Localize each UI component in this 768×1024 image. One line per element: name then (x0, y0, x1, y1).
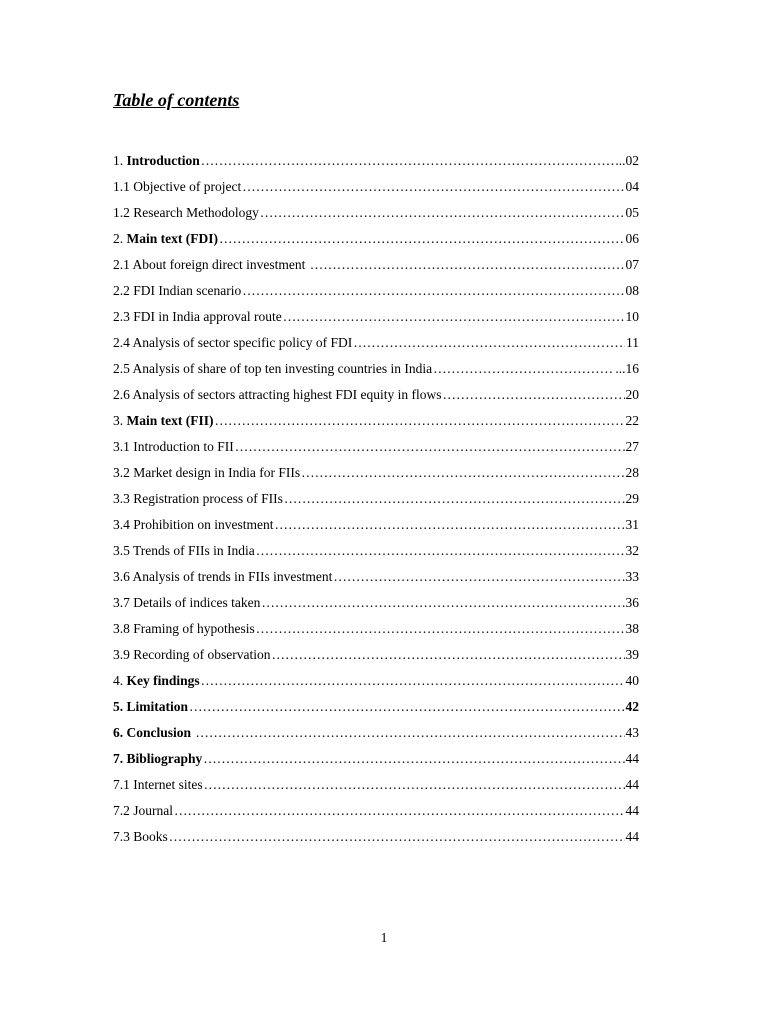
dot-leader (235, 434, 625, 460)
toc-entry (113, 304, 639, 330)
toc-entry-prefix: 1. (113, 153, 127, 168)
dot-leader (204, 772, 625, 798)
toc-entry-label (113, 252, 309, 278)
toc-entry-page: 05 (625, 205, 639, 220)
page-number: 1 (380, 930, 388, 945)
dot-leader (219, 226, 625, 252)
dot-leader (275, 512, 625, 538)
toc-entry-prefix: 3.6 Analysis of trends in FIIs investment (113, 569, 333, 584)
toc-entry (113, 174, 639, 200)
toc-entry (113, 382, 639, 408)
toc-entry-prefix: 3.4 Prohibition on investment (113, 517, 274, 532)
table-of-contents (113, 148, 639, 850)
toc-entry-page: 44 (625, 777, 639, 792)
toc-entry-label (113, 538, 255, 564)
dot-leader (203, 746, 624, 772)
toc-entry-heading: Main text (FDI) (126, 231, 218, 246)
toc-entry-page: 43 (625, 725, 639, 740)
toc-entry (113, 434, 639, 460)
toc-entry-label (113, 668, 200, 694)
toc-entry-page: 32 (625, 543, 639, 558)
dot-leader (189, 694, 624, 720)
toc-entry-page: 22 (625, 413, 639, 428)
toc-entry-label (113, 226, 218, 252)
dot-leader (201, 668, 625, 694)
toc-entry-label (113, 330, 352, 356)
dot-leader (271, 642, 624, 668)
toc-entry-label (113, 824, 168, 850)
toc-entry-page: 44 (625, 751, 639, 766)
dot-leader (201, 148, 615, 174)
toc-entry-label (113, 564, 332, 590)
toc-entry-page: 40 (625, 673, 639, 688)
toc-entry (113, 278, 639, 304)
toc-entry (113, 408, 639, 434)
dot-leader (283, 304, 625, 330)
toc-entry-heading: Introduction (126, 153, 200, 168)
dot-leader (353, 330, 625, 356)
dot-leader (433, 356, 614, 382)
toc-entry-heading: 5. Limitation (113, 699, 189, 714)
toc-entry-page: 06 (625, 231, 639, 246)
toc-entry-label (113, 356, 432, 382)
toc-entry-label (113, 746, 202, 772)
toc-entry-prefix: 7.3 Books (113, 829, 168, 844)
toc-entry-label (113, 278, 241, 304)
toc-entry (113, 798, 639, 824)
dot-leader (169, 824, 625, 850)
toc-entry-label (113, 434, 234, 460)
toc-entry-prefix: 3.1 Introduction to FII (113, 439, 234, 454)
toc-entry (113, 746, 639, 772)
toc-entry-label (113, 512, 274, 538)
toc-entry (113, 226, 639, 252)
toc-entry-label (113, 694, 188, 720)
toc-entry-heading: Key findings (126, 673, 200, 688)
dot-leader (214, 408, 624, 434)
dot-leader (260, 200, 625, 226)
toc-entry-page: 44 (625, 829, 639, 844)
toc-entry-prefix: 3.2 Market design in India for FIIs (113, 465, 301, 480)
toc-entry (113, 512, 639, 538)
toc-entry (113, 616, 639, 642)
toc-entry-page: 31 (625, 517, 639, 532)
toc-entry-page: 42 (625, 699, 639, 714)
dot-leader (442, 382, 624, 408)
toc-entry (113, 356, 639, 382)
toc-entry-prefix: 3. (113, 413, 127, 428)
toc-entry-prefix: 3.9 Recording of observation (113, 647, 271, 662)
toc-entry (113, 590, 639, 616)
dot-leader (333, 564, 624, 590)
toc-entry-prefix: 3.8 Framing of hypothesis (113, 621, 255, 636)
toc-entry (113, 330, 639, 356)
toc-entry-prefix: 2.1 About foreign direct investment (113, 257, 309, 272)
toc-entry (113, 460, 639, 486)
toc-entry-page: ...02 (615, 153, 639, 168)
toc-entry-prefix: 1.1 Objective of project (113, 179, 242, 194)
toc-entry-prefix: 2.2 FDI Indian scenario (113, 283, 242, 298)
toc-entry-heading: 7. Bibliography (113, 751, 203, 766)
toc-entry-prefix: 1.2 Research Methodology (113, 205, 259, 220)
toc-entry-page: 20 (625, 387, 639, 402)
toc-entry-prefix: 2. (113, 231, 127, 246)
toc-entry-prefix: 7.2 Journal (113, 803, 173, 818)
toc-entry-label (113, 486, 283, 512)
toc-entry (113, 824, 639, 850)
toc-entry-prefix: 4. (113, 673, 127, 688)
toc-entry-prefix: 3.7 Details of indices taken (113, 595, 261, 610)
toc-entry-label (113, 460, 300, 486)
toc-entry-page: 38 (625, 621, 639, 636)
toc-entry (113, 694, 639, 720)
toc-entry (113, 772, 639, 798)
toc-entry-page: 27 (625, 439, 639, 454)
toc-entry (113, 252, 639, 278)
toc-entry-label (113, 798, 173, 824)
toc-entry-label (113, 408, 213, 434)
toc-entry (113, 668, 639, 694)
toc-entry-label (113, 590, 260, 616)
dot-leader (256, 538, 625, 564)
toc-entry-prefix: 2.6 Analysis of sectors attracting highest FDI equity in flows (113, 387, 442, 402)
toc-entry (113, 564, 639, 590)
toc-entry-prefix: 3.5 Trends of FIIs in India (113, 543, 255, 558)
toc-entry-page: 39 (625, 647, 639, 662)
toc-entry-label (113, 642, 270, 668)
toc-entry-prefix: 7.1 Internet sites (113, 777, 203, 792)
toc-entry-prefix: 2.5 Analysis of share of top ten investing countries in India (113, 361, 433, 376)
toc-entry-label (113, 148, 200, 174)
dot-leader (310, 252, 625, 278)
toc-entry-page: 11 (626, 335, 639, 350)
toc-entry-heading: 6 (113, 725, 120, 740)
toc-entry-page: 07 (625, 257, 639, 272)
toc-entry (113, 148, 639, 174)
toc-entry-page: 36 (625, 595, 639, 610)
dot-leader (256, 616, 625, 642)
toc-entry-label (113, 200, 259, 226)
toc-entry-page: 29 (625, 491, 639, 506)
toc-entry-heading: Main text (FII) (126, 413, 214, 428)
toc-entry (113, 538, 639, 564)
toc-entry (113, 642, 639, 668)
toc-entry-label (113, 174, 241, 200)
toc-entry-page: 10 (625, 309, 639, 324)
toc-entry-label (113, 616, 255, 642)
toc-entry-suffix: . Conclusion (119, 725, 195, 740)
toc-entry (113, 720, 639, 746)
dot-leader (195, 720, 624, 746)
toc-entry-page: 33 (625, 569, 639, 584)
toc-entry-page: 44 (625, 803, 639, 818)
toc-entry-page: 28 (625, 465, 639, 480)
dot-leader (284, 486, 625, 512)
dot-leader (242, 174, 624, 200)
dot-leader (301, 460, 624, 486)
page-title: Table of contents (113, 90, 240, 110)
dot-leader (242, 278, 624, 304)
toc-entry-prefix: 2.3 FDI in India approval route (113, 309, 282, 324)
toc-entry (113, 200, 639, 226)
toc-entry-label (113, 772, 203, 798)
toc-entry-page: 08 (625, 283, 639, 298)
toc-entry-prefix: 3.3 Registration process of FIIs (113, 491, 283, 506)
toc-entry-label (113, 720, 194, 746)
toc-entry-page: ...16 (615, 361, 639, 376)
dot-leader (174, 798, 625, 824)
toc-entry (113, 486, 639, 512)
toc-entry-prefix: 2.4 Analysis of sector specific policy of FDI (113, 335, 353, 350)
toc-entry-label (113, 304, 282, 330)
toc-entry-label (113, 382, 441, 408)
dot-leader (261, 590, 624, 616)
toc-entry-page: 04 (625, 179, 639, 194)
